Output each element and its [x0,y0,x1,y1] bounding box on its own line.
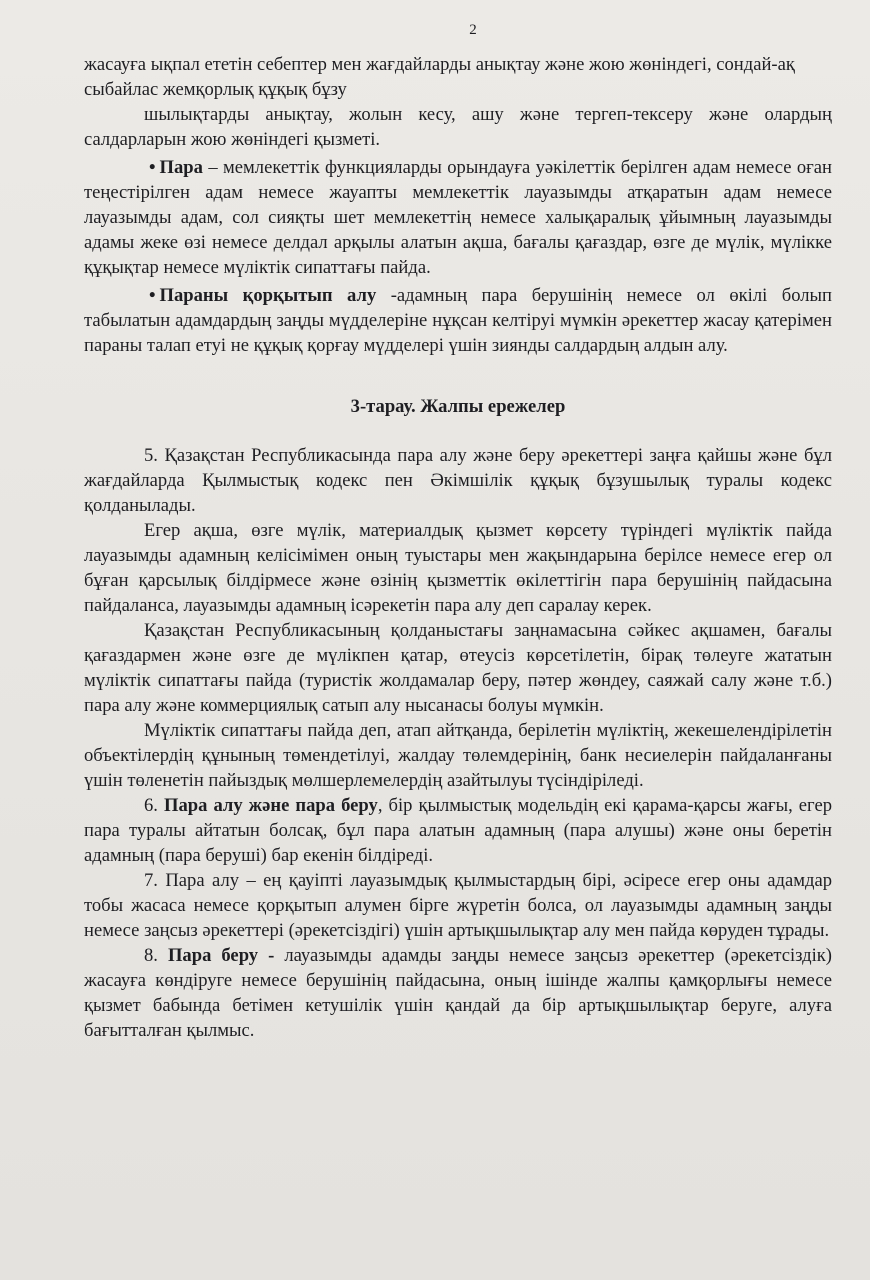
paragraph-5-d: Мүліктік сипаттағы пайда деп, атап айтқанда, берілетін мүліктің, жекешелендірілетін объектілердің құнының төмендетілуі, жалдау төлемдерінің, банк несиелерін пайдаланғаны үшін төленетін пайыздық мөлшерлемелердің азайтылуы түсіндіріледі. [84,720,832,791]
term-bribe: Пара [159,157,203,178]
paragraph-8-text: лауазымды адамды заңды немесе заңсыз әрекеттер (әрекетсіздік) жасауға көндіруге немесе берушінің пайдасына, оның ішінде жалпы қамқорлығы немесе қызмет бабында бетімен кетушілік үшін қандай да бір артықшылықтар беруге, алуға бағытталған қылмыс. [84,945,832,1041]
term-extortion: Параны қорқытып алу [159,285,377,306]
intro-line-2: шылықтарды анықтау, жолын кесу, ашу және тергеп-тексеру және олардың салдарларын жою жөніндегі қызметі. [84,104,832,150]
paragraph-6-number: 6. [144,795,164,816]
definition-extortion [84,283,832,358]
paragraph-5-c: Қазақстан Республикасының қолданыстағы заңнамасына сәйкес ақшамен, бағалы қағаздармен және өзге де мүлікпен қатар, өтеусіз көрсетілетін, бірақ төлеуге жататын мүліктік сипаттағы пайда (туристік жолдамалар беру, пәтер жөндеу, саяжай салу және т.б.) пара алу және коммерциялық сатып алу нысанасы болуы мүмкін. [84,620,832,716]
paragraph-5: 5. Қазақстан Республикасында пара алу және беру әрекеттері заңға қайшы және бұл жағдайларда Қылмыстық кодекс пен Әкімшілік құқық бұзушылық туралы кодекс қолданылады. [84,445,832,516]
definition-bribe-text: – мемлекеттік функцияларды орындауға уәкілеттік берілген адам немесе оған теңестірілген адам немесе жауапты мемлекеттік лауазымды атқаратын адам немесе лауазымды адам, сол сияқты шет мемлекеттің немесе халықаралық ұйымның лауазымды адамы жеке өзі немесе делдал арқылы алатын ақша, бағалы қағаздар, өзге де мүлік, мүлікке құқықтар немесе мүліктік сипаттағы пайда. [84,157,832,278]
bullet-icon: • [149,285,156,306]
definition-bribe [84,155,832,280]
term-taking-giving-bribe: Пара алу және пара беру [164,795,378,816]
paragraph-6 [84,793,832,868]
term-giving-bribe: Пара беру - [167,945,275,966]
document-body [84,52,832,1043]
definition-extortion-text: -адамның пара берушінің немесе ол өкілі болып табылатын адамдардың заңды мүдделеріне нұқсан келтіруі мүмкін әрекеттер жасау қатерімен параны талап етуі не құқық қорғау мүдделері үшін зиянды салдардың алдын алу. [84,285,832,356]
bullet-icon: • [149,157,156,178]
paragraph-6-text: , бір қылмыстық модельдің екі қарама-қарсы жағы, егер пара туралы айтатын болсақ, бұл пара алатын адамның (пара алушы) және оны беретін адамның (пара беруші) бар екенін білдіреді. [84,795,832,866]
paragraph-5-b: Егер ақша, өзге мүлік, материалдық қызмет көрсету түріндегі мүліктік пайда лауазымды адамның келісімімен оның туыстары мен жақындарына берілсе немесе егер ол бұған қарсылық білдірмесе және өзінің қызметтік өкілеттігін пара берушінің пайдасына пайдаланса, лауазымды адамның ісәрекетін пара алу деп саралау керек. [84,520,832,616]
page-number: 2 [469,22,477,38]
paragraph-8 [84,943,832,1043]
paragraph-7: 7. Пара алу – ең қауіпті лауазымдық қылмыстардың бірі, әсіресе егер оны адамдар тобы жасаса немесе қорқытып алумен бірге жүретін болса, ол лауазымды адамның заңды немесе заңсыз әрекеттері (әрекетсіздігі) үшін артықшылықтар алу мен пайда көруден тұрады. [84,870,832,941]
intro-line-1: жасауға ықпал ететін себептер мен жағдайларды анықтау және жою жөніндегі, сондай-ақ сыбайлас жемқорлық құқық бұзу [84,54,795,100]
paragraph-8-number: 8. [144,945,168,966]
section-heading: 3-тарау. Жалпы ережелер [350,396,566,417]
